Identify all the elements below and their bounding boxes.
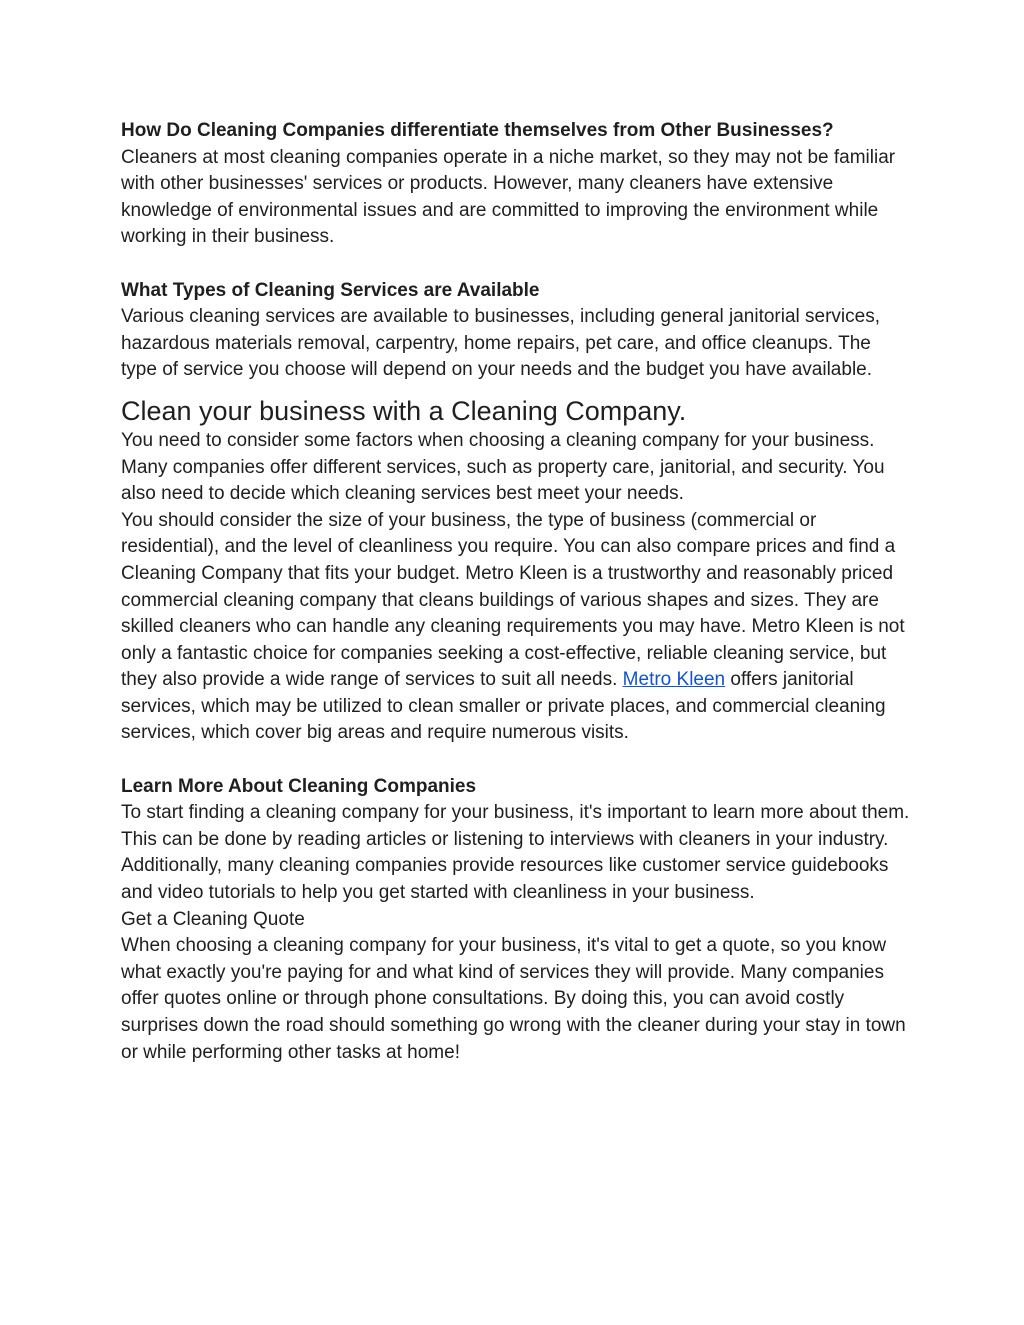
section-body-types: Various cleaning services are available to businesses, including general janitorial services, hazardous materials removal, carpentry, home repairs, pet care, and office cleanups. The type of service you choose will depend on your needs and the budget you have available. bbox=[121, 306, 880, 381]
body-text-post-link: offers janitorial services, which may be utilized to clean smaller or private places, and commercial cleaning services, which cover big areas and require numerous visits. bbox=[121, 669, 886, 744]
section-heading-quote: Get a Cleaning Quote bbox=[121, 908, 305, 930]
body-text-pre-link: You should consider the size of your business, the type of business (commercial or residential), and the level of cleanliness you require. You can also compare prices and find a Cleaning Company that fits your budget. Metro Kleen is a trustworthy and reasonably priced commercial cleaning company that cleans buildings of various shapes and sizes. They are skilled cleaners who can handle any cleaning requirements you may have. Metro Kleen is not only a fantastic choice for companies seeking a cost-effective, reliable cleaning service, but they also provide a wide range of services to suit all needs. bbox=[121, 509, 905, 691]
section-body-clean-business-1: You need to consider some factors when choosing a cleaning company for your business. Many companies offer different services, such as property care, janitorial, and security. You also need to decide which cleaning services best meet your needs. bbox=[121, 429, 885, 505]
section-body-quote: When choosing a cleaning company for your business, it's vital to get a quote, so you know what exactly you're paying for and what kind of services they will provide. Many companies offer quotes online or through phone consultations. By doing this, you can avoid costly surprises down the road should something go wrong with the cleaner during your stay in town or while performing other tasks at home! bbox=[121, 935, 906, 1063]
section-heading-learn-more: Learn More About Cleaning Companies bbox=[121, 775, 477, 797]
section-body-clean-business-2 bbox=[121, 508, 911, 747]
metro-kleen-link[interactable]: Metro Kleen bbox=[622, 669, 726, 691]
spacer bbox=[121, 747, 911, 774]
document-page bbox=[121, 118, 911, 1066]
section-title-clean-business: Clean your business with a Cleaning Company. bbox=[121, 395, 687, 426]
section-heading-differentiate: How Do Cleaning Companies differentiate themselves from Other Businesses? bbox=[121, 120, 834, 141]
section-heading-types: What Types of Cleaning Services are Available bbox=[121, 279, 540, 301]
section-body-learn-more: To start finding a cleaning company for your business, it's important to learn more about them. This can be done by reading articles or listening to interviews with cleaners in your industry. Additionally, many cleaning companies provide resources like customer service guidebooks and video tutorials to help you get started with cleanliness in your business. bbox=[121, 802, 910, 904]
spacer bbox=[121, 251, 911, 278]
section-body-differentiate: Cleaners at most cleaning companies operate in a niche market, so they may not be familiar with other businesses' services or products. However, many cleaners have extensive knowledge of environmental issues and are committed to improving the environment while working in their business. bbox=[121, 146, 896, 248]
